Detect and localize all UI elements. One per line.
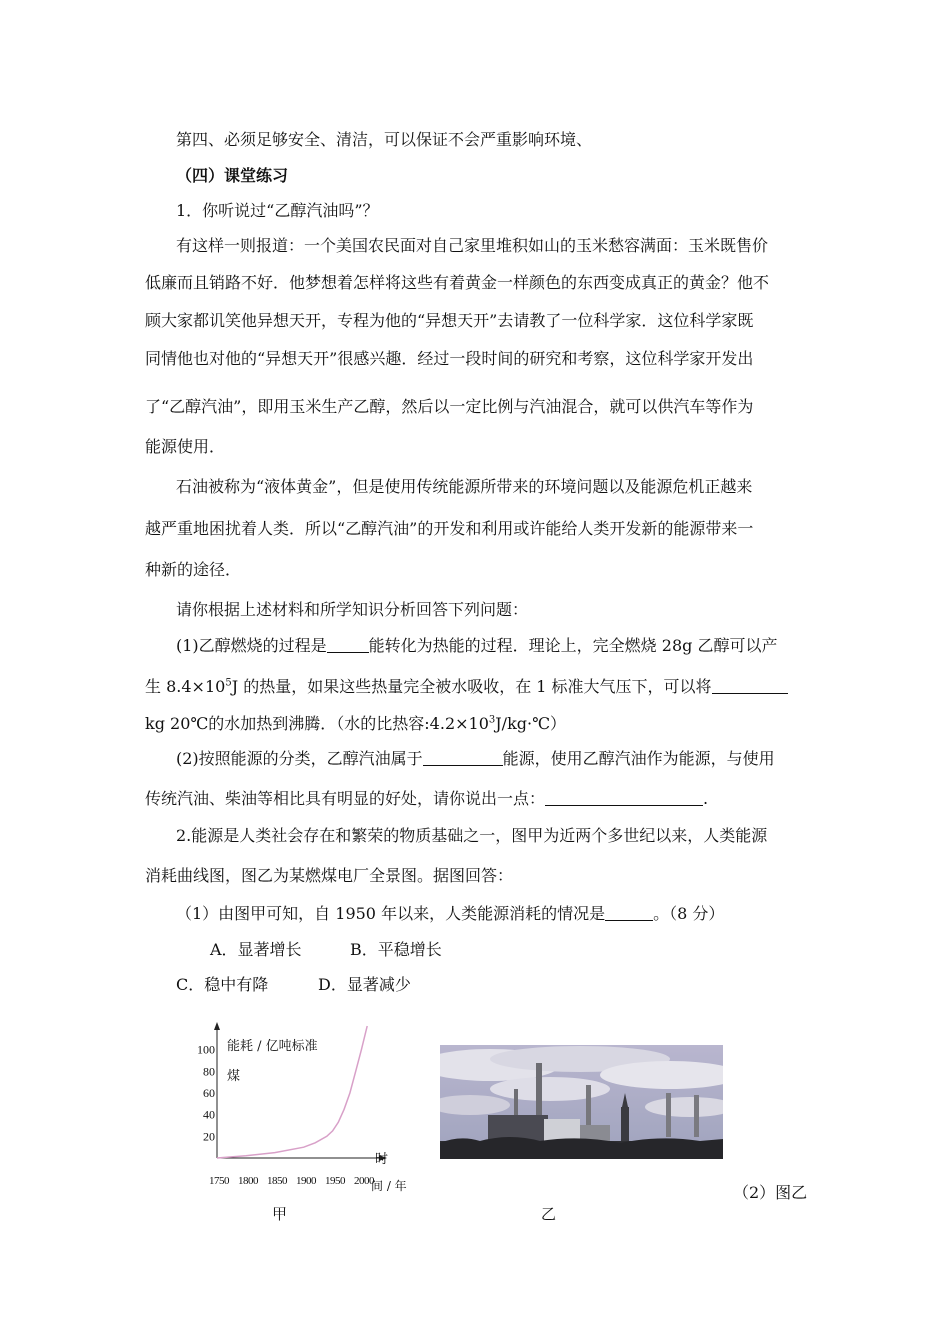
q2-option-d: D．显著减少 [318,975,411,994]
q1-sub1-exp1: 5 [225,677,232,689]
y-tick-label: 80 [203,1064,215,1079]
q2-line2: 消耗曲线图，图乙为某燃煤电厂全景图。据图回答： [145,866,514,885]
q1-sub2-line1 [176,749,775,769]
q1-paragraph1-line4: 同情他也对他的“异想天开”很感兴趣．经过一段时间的研究和考察，这位科学家开发出 [145,349,754,368]
q1-paragraph2-line2: 越严重地困扰着人类．所以“乙醇汽油”的开发和利用或许能给人类开发新的能源带来一 [145,519,754,538]
q1-sub1-text-a: (1)乙醇燃烧的过程是 [176,636,327,655]
q1-prompt: 请你根据上述材料和所学知识分析回答下列问题： [176,600,529,619]
q1-sub2-text-a: (2)按照能源的分类，乙醇汽油属于 [176,749,423,768]
q1-paragraph2-line3: 种新的途径． [145,560,242,579]
x-tick-label: 1900 [296,1175,316,1187]
q2-sub1-text-a: （1）由图甲可知，自 1950 年以来，人类能源消耗的情况是 [176,904,606,923]
q1-paragraph2-line1: 石油被称为“液体黄金”，但是使用传统能源所带来的环境问题以及能源危机正越来 [176,477,753,496]
y-axis-label-line1: 能耗 / 亿吨标准 [227,1039,318,1054]
q1-sub2-line2 [145,789,708,809]
q1-sub2-text-b: 能源，使用乙醇汽油作为能源，与使用 [502,749,775,768]
q1-sub1-line1 [176,636,777,656]
energy-requirement-4: 第四、必须足够安全、清洁，可以保证不会严重影响环境、 [176,130,593,149]
x-tick-label: 1950 [325,1175,345,1187]
q1-sub1-text-d: J 的热量，如果这些热量完全被水吸收，在 1 标准大气压下，可以将 [231,677,712,696]
q1-sub1-exp2: 3 [488,714,496,726]
q2-sub2-start: （2）图乙 [733,1183,808,1202]
q1-title: 1．你听说过“乙醇汽油吗”？ [176,201,379,220]
q1-sub1-text-c: 生 8.4×10 [145,677,226,696]
y-tick-label: 20 [203,1129,215,1144]
q1-sub1-text-f: J/kg·℃） [495,714,566,733]
x-axis-label-a: 时 [375,1152,389,1167]
q1-sub2-blank1[interactable] [423,749,503,766]
q1-sub1-line2 [145,677,788,697]
y-tick-label: 60 [203,1086,215,1100]
y-tick-label: 100 [197,1042,215,1057]
q1-paragraph1-line2: 低廉而且销路不好．他梦想着怎样将这些有着黄金一样颜色的东西变成真正的黄金？他不 [145,273,770,292]
x-axis-label-b: 间 / 年 [371,1179,407,1193]
caption-yi: 乙 [541,1205,557,1223]
q1-paragraph1-line6: 能源使用． [145,437,226,456]
q2-option-c: C．稳中有降 [176,975,269,994]
x-tick-label: 2000 [354,1175,374,1187]
y-axis-arrow [214,1022,220,1030]
energy-consumption-chart [195,1022,425,1200]
q2-sub1-text-b: 。（8 分） [653,904,725,923]
q1-sub2-text-c: 传统汽油、柴油等相比具有明显的好处，请你说出一点： [145,789,546,808]
q1-sub1-blank2[interactable] [712,677,788,694]
section-heading-practice: （四）课堂练习 [176,166,289,185]
q1-paragraph1-line3: 顾大家都讥笑他异想天开，专程为他的“异想天开”去请教了一位科学家．这位科学家既 [145,311,754,330]
q1-sub1-line3 [145,714,566,734]
q1-sub2-blank2[interactable] [545,789,703,806]
q2-line1: 2.能源是人类社会存在和繁荣的物质基础之一，图甲为近两个多世纪以来，人类能源 [176,826,768,845]
x-tick-label: 1800 [238,1175,258,1187]
x-tick-label: 1850 [267,1175,287,1187]
q2-option-a: A．显著增长 [210,940,302,959]
q2-sub1-blank[interactable] [605,904,653,921]
y-axis-label-line2: 煤 [227,1069,241,1084]
q1-paragraph1-line1: 有这样一则报道：一个美国农民面对自己家里堆积如山的玉米愁容满面：玉米既售价 [176,236,769,255]
q1-paragraph1-line5: 了“乙醇汽油”，即用玉米生产乙醇，然后以一定比例与汽油混合，就可以供汽车等作为 [145,397,754,416]
caption-jia: 甲 [272,1205,288,1223]
q1-sub1-blank1[interactable] [327,636,369,653]
coal-power-plant-photo [440,1045,723,1159]
x-tick-label: 1750 [209,1175,229,1187]
q2-sub1 [176,904,724,924]
q1-sub1-text-e: kg 20℃的水加热到沸腾．（水的比热容:4.2×10 [145,714,489,733]
y-tick-label: 40 [203,1107,215,1122]
q1-sub1-text-b: 能转化为热能的过程．理论上，完全燃烧 28g 乙醇可以产 [368,636,778,655]
q1-sub2-text-d: . [703,789,709,808]
q2-option-b: B．平稳增长 [350,940,442,959]
